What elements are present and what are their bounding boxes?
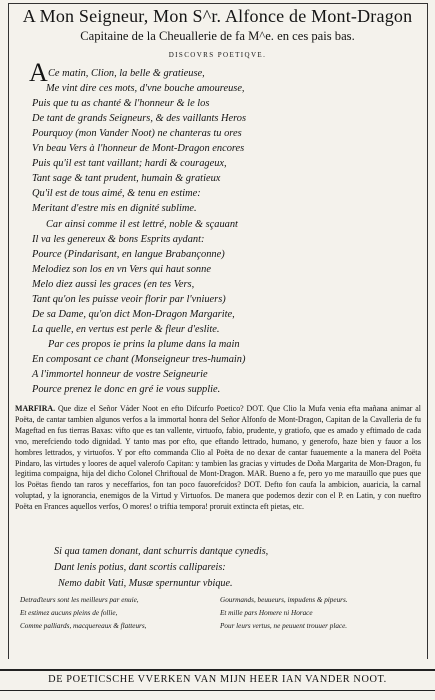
poem-line: En composant ce chant (Monseigneur tres-humain) — [32, 353, 246, 365]
poem-line: A l'immortel honneur de vostre Seigneurie — [32, 369, 208, 380]
poem-line: Melo diez aussi les graces (en tes Vers, — [32, 278, 195, 290]
footer-title: DE POETICSCHE VVERKEN VAN MIJN HEER IAN VANDER NOOT. — [48, 674, 387, 685]
footer-rule-bottom — [0, 690, 435, 691]
epigram-right-line: Pour leurs vertus, ne peuuent trouuer place. — [220, 622, 348, 630]
poem-line: Melodiez son los en vn Vers qui haut sonne — [32, 263, 211, 275]
poem-line: Ce matin, Clion, la belle & gratieuse, — [48, 68, 205, 79]
latin-line: Nemo dabit Vati, Musæ spernuntur vbique. — [58, 578, 233, 589]
poem-line: La quelle, en vertus est perle & fleur d'eslite. — [32, 323, 220, 335]
poem-line: Puis que tu as chanté & l'honneur & le los — [32, 98, 210, 110]
poem-line: Pourquoy (mon Vander Noot) ne chanteras tu ores — [32, 128, 242, 140]
poem-line: Meritant d'estre mis en dignité sublime. — [32, 203, 197, 215]
poem-line: De tant de grands Seigneurs, & des vaillants Heros — [32, 113, 247, 125]
poem-line: Puis qu'il est tant vaillant; hardi & courageux, — [32, 158, 227, 170]
speaker-label: MARFIRA. — [15, 404, 56, 413]
epigram-right-line: Gourmands, beuueurs, impudens & pipeurs. — [220, 596, 348, 604]
latin-line: Dant lenis potius, dant scortis callipareis: — [54, 562, 226, 573]
poem-line: Par ces propos ie prins la plume dans la main — [48, 338, 240, 350]
heading-line-3: DISCOVRS POETIQVE. — [168, 51, 267, 59]
poem-line: Me vint dire ces mots, d'vne bouche amoureuse, — [46, 83, 245, 95]
poem-line: Qu'il est de tous aimé, & tenu en estime: — [32, 188, 201, 200]
heading-line-2: Capitaine de la Cheuallerie de fa M^e. en ces pais bas. — [80, 29, 355, 43]
poem-line: De sa Dame, qu'on dict Mon-Dragon Margarite, — [32, 308, 235, 320]
prose-text: Que dize el Señor Váder Noot en efto Difcurfo Poetico? DOT. Que Clio la Mufa venia efta mañana animar al Poëta, de cantar tambien algunos verfos a la immortal honra del Señor Alfonfo de Mont-Dragon, Capitan de la Cavalleria de fu Mageftad en fus tierras Baxas: vifto que es tan vallente, virtuofo, fabio, prudente, y gratiofo, que es amado y eftimado de cada vno, merefciendo todo dignidad. Y tanto mas por efto, que eftando lettrado, humano, y generofo, haze bien y fauor a los hombres lettrados, y virtuofos. Y por efto commanda Clio al Poëta de no dexar de cantar fuauemente a la manera del Poëta Pindaro, las virtudes y loores de aquel valerofo Capitan: y tambien las gracias y virtudes de Doña Margarita de Mon-Dragon, fu legitima compaigna, hija del dicho Colonel Chriftoual de Mont-Dragon. MAR. Bueno a fe, pero yo me marauillo que pues que los Poëtas fiendo tan raros y neceffarios, fon tan poco fauorefcidos? DOT. Defto fon caufa la ambicion, auaricia, la carnal voluptad, y la ignorancia, enemigos de la Virtud y Virtuofos. De manera que podemos dezir con el P. en Latin, y con nueftro Poëta en Frances aquellos verfos, O mores! o triftia tempora! proruit extincta eft pietas, etc. — [15, 404, 421, 512]
footer-rule-top — [0, 669, 435, 671]
poem-line: Tant qu'on les puisse veoir florir par l'vniuers) — [32, 293, 226, 305]
poem-line: Vn beau Vers à l'honneur de Mont-Dragon encores — [32, 143, 245, 155]
epigram-left-line: Comme palliards, macquereaux & flatteurs, — [20, 622, 147, 630]
dialogue-prose — [15, 404, 421, 513]
drop-cap: A — [29, 58, 48, 87]
epigram-left-line: Et estimez aucuns pleins de follie, — [20, 609, 118, 617]
epigram-right-line: Et mille pars Homere ni Horace — [220, 609, 313, 617]
poem-line: Pource prenez le donc en gré ie vous supplie. — [32, 384, 221, 396]
poem-line: Pource (Pindarisant, en langue Brabançonne) — [32, 248, 225, 260]
poem-line: Il va les genereux & bons Esprits aydant: — [32, 233, 205, 245]
poem-line: Tant sage & tant prudent, humain & gratieux — [32, 173, 221, 185]
heading-line-1: A Mon Seigneur, Mon S^r. Alfonce de Mont-Dragon — [22, 6, 413, 26]
latin-line: Si qua tamen donant, dant schurris dantque cynedis, — [54, 546, 269, 557]
epigram-left-line: Detraďteurs sont les meilleurs par enuie, — [20, 596, 139, 604]
poem-line: Car ainsi comme il est lettré, noble & sçauant — [46, 218, 238, 230]
